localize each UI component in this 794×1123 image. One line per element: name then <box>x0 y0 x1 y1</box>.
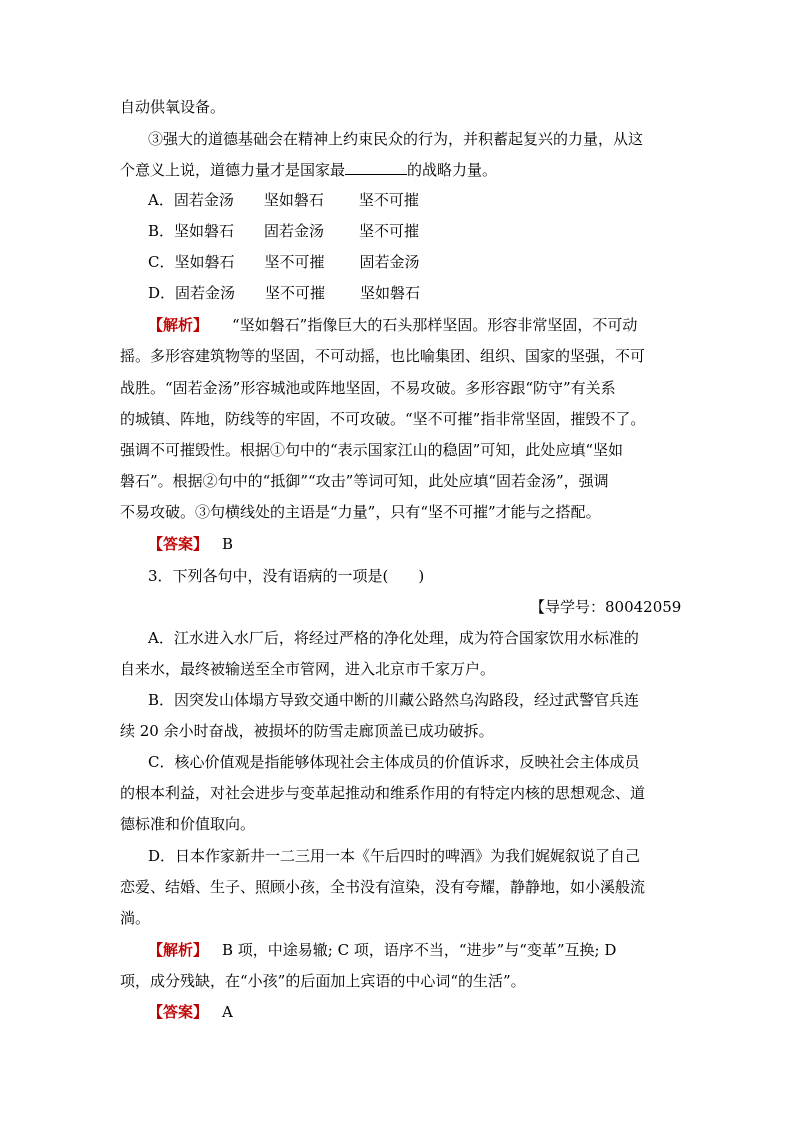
option-term: 坚如磐石 <box>263 191 324 209</box>
text-line: C．核心价值观是指能够体现社会主体成员的价值诉求，反映社会主体成员 <box>148 753 640 771</box>
text-line: 恋爱、结婚、生子、照顾小孩，全书没有渲染，没有夸耀，静静地，如小溪般流 <box>120 878 646 896</box>
option-term: 固若金汤 <box>359 253 420 271</box>
question-stem: 3．下列各句中，没有语病的一项是( ) <box>148 567 425 585</box>
text-line: 淌。 <box>120 909 151 927</box>
text-line: D．日本作家新井一二三用一本《午后四时的啤酒》为我们娓娓叙说了自己 <box>148 847 641 865</box>
analysis-line <box>148 940 616 960</box>
answer-label: 【答案】 <box>148 1003 209 1021</box>
guide-number: 【导学号：80042059 <box>530 598 682 616</box>
answer-line <box>148 534 233 554</box>
text-line <box>120 159 497 180</box>
option-label: B．坚如磐石 <box>148 222 235 240</box>
text-line: 磐石”。根据②句中的“抵御”“攻击”等词可知，此处应填“固若金汤”，强调 <box>120 472 609 490</box>
text-line: B．因突发山体塌方导致交通中断的川藏公路然乌沟路段，经过武警官兵连 <box>148 691 640 709</box>
option-term: 坚不可摧 <box>358 191 419 209</box>
text-segment: “坚如磐石”指像巨大的石头那样坚固。形容非常坚固，不可动 <box>232 316 638 334</box>
option-b <box>148 221 419 241</box>
answer-line <box>148 1002 233 1022</box>
option-a <box>148 190 419 210</box>
text-line: 自动供氧设备。 <box>120 98 226 116</box>
answer-value: A <box>222 1003 233 1021</box>
text-line: 的城镇、阵地，防线等的牢固，不可攻破。“坚不可摧”指非常坚固，摧毁不了。 <box>120 410 646 428</box>
text-line: 自来水，最终被输送至全市管网，进入北京市千家万户。 <box>120 660 496 678</box>
option-term: 坚不可摧 <box>265 284 326 302</box>
option-label: D．固若金汤 <box>148 284 236 302</box>
text-line: A．江水进入水厂后，将经过严格的净化处理，成为符合国家饮用水标准的 <box>148 629 639 647</box>
text-line: 战胜。“固若金汤”形容城池或阵地坚固，不易攻破。多形容跟“防守”有关系 <box>120 379 616 397</box>
option-d <box>148 283 420 303</box>
analysis-label: 【解析】 <box>148 941 209 959</box>
analysis-label: 【解析】 <box>148 316 209 334</box>
option-c <box>148 252 420 272</box>
text-segment: 个意义上说，道德力量才是国家最 <box>120 161 346 179</box>
option-term: 坚不可摧 <box>264 253 325 271</box>
text-segment: B 项，中途易辙; C 项，语序不当，“进步”与“变革”互换; D <box>222 941 617 959</box>
text-line: 续 20 余小时奋战，被损坏的防雪走廊顶盖已成功破拆。 <box>120 722 494 740</box>
analysis-line <box>148 315 637 335</box>
option-term: 固若金汤 <box>264 222 325 240</box>
text-line: 项，成分残缺，在“小孩”的后面加上宾语的中心词“的生活”。 <box>120 972 526 990</box>
text-line: 德标准和价值取向。 <box>120 815 256 833</box>
text-line: 摇。多形容建筑物等的坚固，不可动摇，也比喻集团、组织、国家的坚强，不可 <box>120 347 646 365</box>
text-line: 强调不可摧毁性。根据①句中的“表示国家江山的稳固”可知，此处应填“坚如 <box>120 441 624 459</box>
option-label: A．固若金汤 <box>148 191 234 209</box>
text-line: 不易攻破。③句横线处的主语是“力量”，只有“坚不可摧”才能与之搭配。 <box>120 503 601 521</box>
fill-in-blank <box>345 159 407 175</box>
text-segment: 的战略力量。 <box>407 161 498 179</box>
option-term: 坚如磐石 <box>360 284 421 302</box>
option-term: 坚不可摧 <box>359 222 420 240</box>
option-label: C．坚如磐石 <box>148 253 235 271</box>
text-line: 的根本利益，对社会进步与变革起推动和维系作用的有特定内核的思想观念、道 <box>120 784 646 802</box>
answer-value: B <box>222 535 234 553</box>
answer-label: 【答案】 <box>148 535 209 553</box>
text-line: ③强大的道德基础会在精神上约束民众的行为，并积蓄起复兴的力量，从这 <box>148 130 644 148</box>
